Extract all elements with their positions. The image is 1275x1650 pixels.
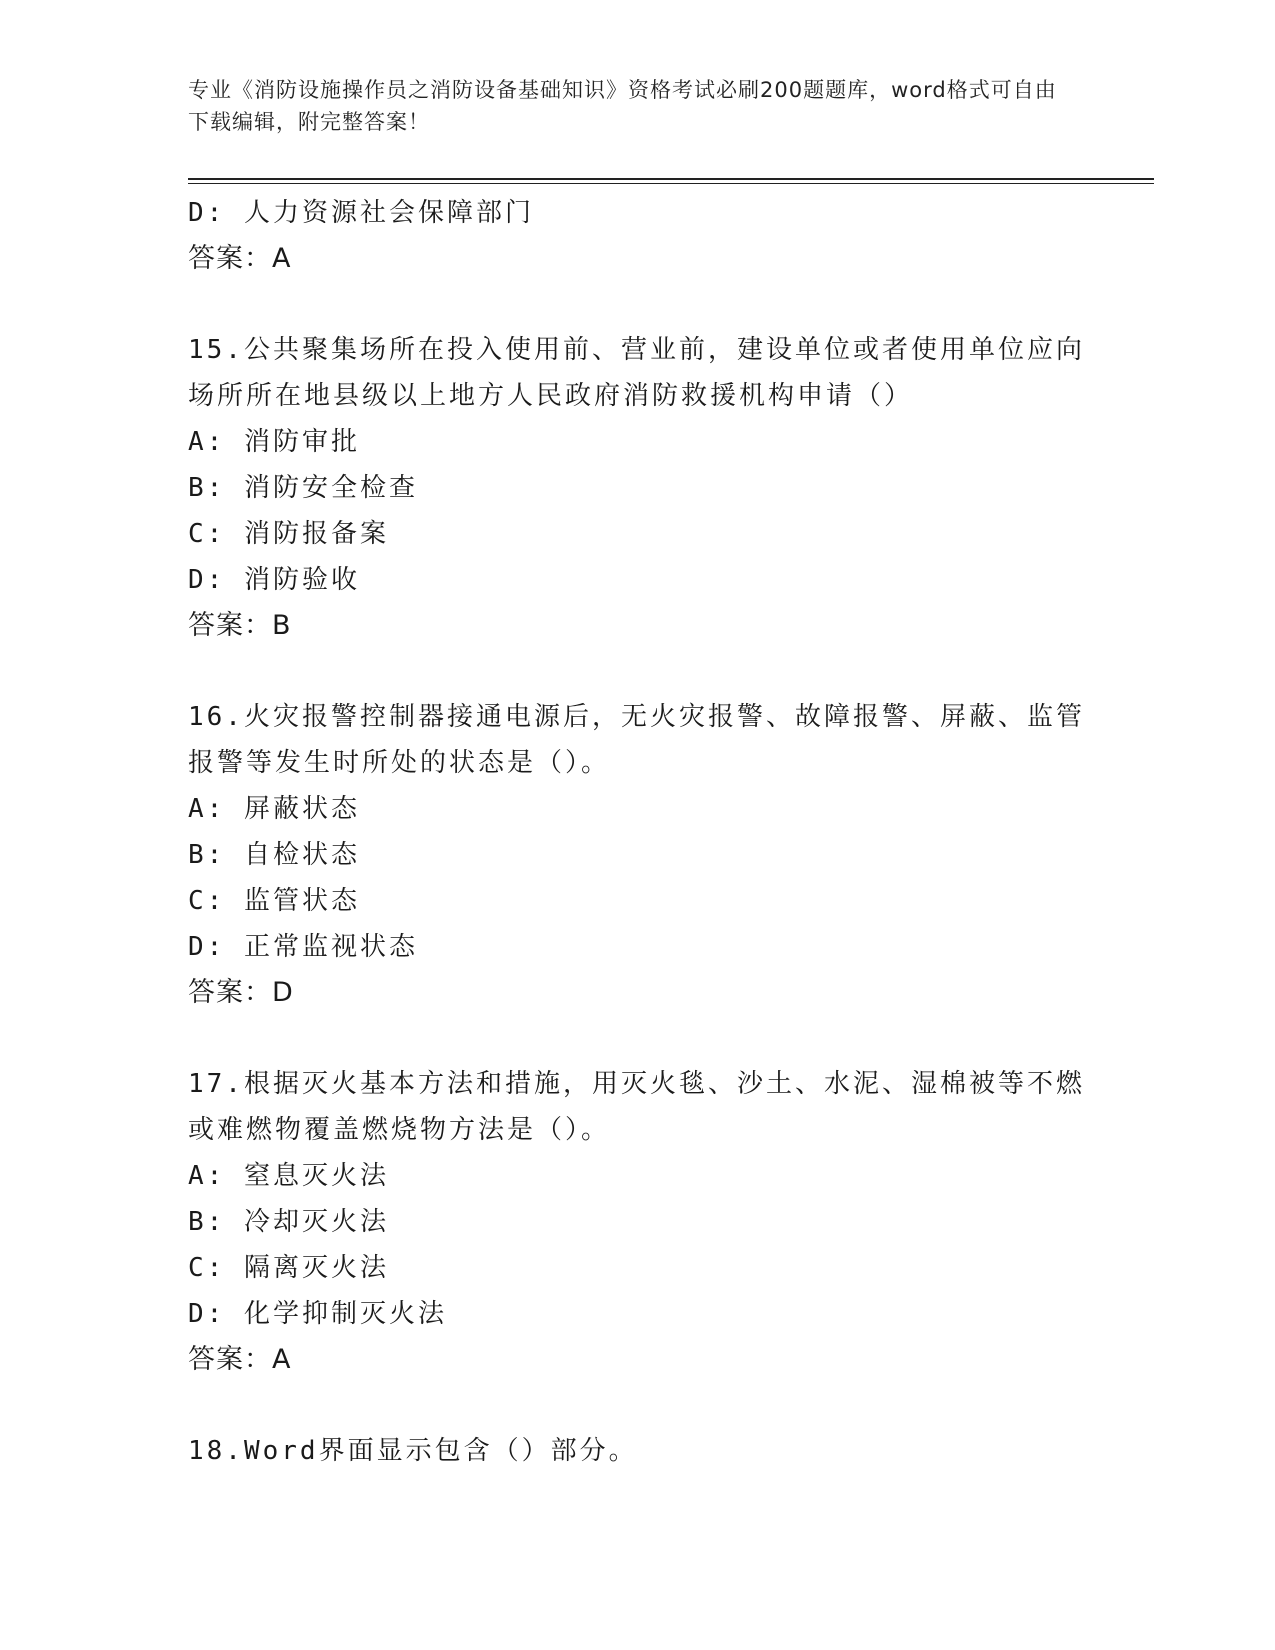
option-c: C: 消防报备案 xyxy=(188,519,389,549)
option-a: A: 窒息灭火法 xyxy=(188,1161,389,1191)
option-c: C: 监管状态 xyxy=(188,886,360,916)
question-line: 16.火灾报警控制器接通电源后，无火灾报警、故障报警、屏蔽、监管 xyxy=(188,702,1085,732)
question-line: 17.根据灭火基本方法和措施，用灭火毯、沙土、水泥、湿棉被等不燃 xyxy=(188,1069,1085,1099)
question-line: 场所所在地县级以上地方人民政府消防救援机构申请（） xyxy=(188,381,914,411)
option-a: A: 屏蔽状态 xyxy=(188,794,360,824)
option-b: B: 冷却灭火法 xyxy=(188,1207,389,1237)
document-header: 专业《消防设施操作员之消防设备基础知识》资格考试必刷200题题库，word格式可自由下载编辑，附完整答案！ xyxy=(188,78,1057,134)
option-b: B: 自检状态 xyxy=(188,840,360,870)
question-15-stem xyxy=(188,327,1088,419)
question-list xyxy=(188,190,1088,1474)
answer-line: 答案：A xyxy=(188,1344,292,1375)
option-b: B: 消防安全检查 xyxy=(188,473,418,503)
question-17-stem xyxy=(188,1061,1088,1153)
answer-line: 答案：D xyxy=(188,977,294,1008)
option-d: D: 化学抑制灭火法 xyxy=(188,1299,447,1329)
option-c: C: 隔离灭火法 xyxy=(188,1253,389,1283)
question-line: 报警等发生时所处的状态是（）。 xyxy=(188,748,611,778)
option-a: A: 消防审批 xyxy=(188,427,360,457)
question-18-stem xyxy=(188,1428,1088,1474)
option-d: D: 人力资源社会保障部门 xyxy=(188,198,534,228)
question-line: 或难燃物覆盖燃烧物方法是（）。 xyxy=(188,1115,611,1145)
option-d: D: 消防验收 xyxy=(188,565,360,595)
header-divider-thin xyxy=(188,183,1154,184)
question-line: 18.Word界面显示包含（）部分。 xyxy=(188,1436,638,1466)
answer-line: 答案：B xyxy=(188,610,292,641)
header-divider-thick xyxy=(188,178,1154,180)
answer-line: 答案：A xyxy=(188,243,292,274)
option-d: D: 正常监视状态 xyxy=(188,932,418,962)
question-16-stem xyxy=(188,694,1088,786)
question-line: 15.公共聚集场所在投入使用前、营业前，建设单位或者使用单位应向 xyxy=(188,335,1085,365)
